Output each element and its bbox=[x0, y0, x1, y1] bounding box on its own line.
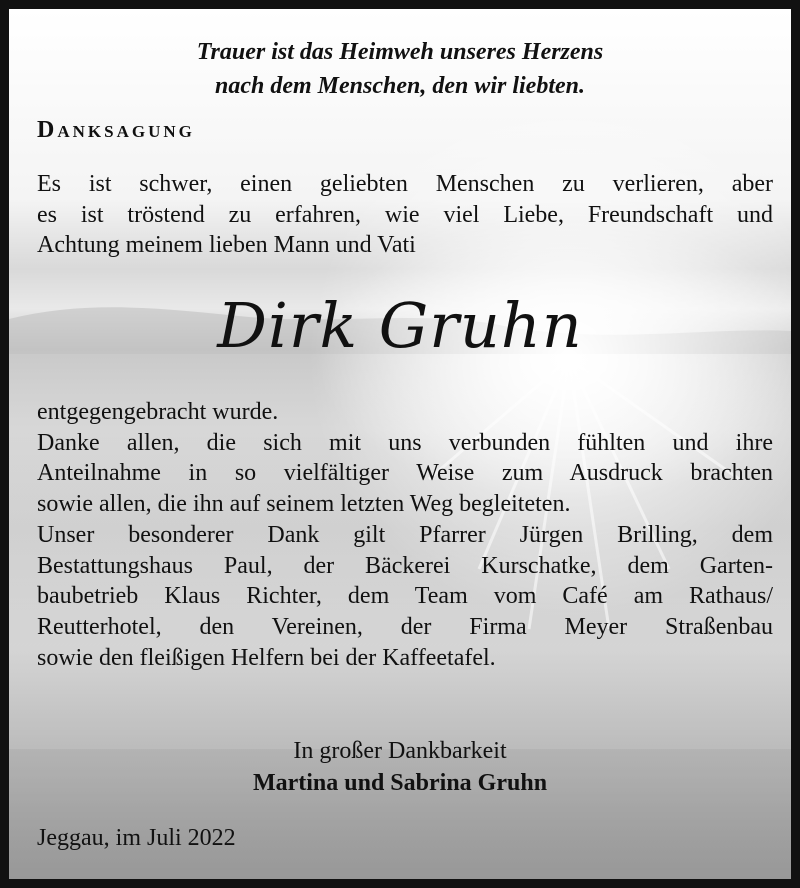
body-line: Reutterhotel, den Vereinen, der Firma Meyer Straßenbau bbox=[37, 613, 773, 640]
body-line: Danke allen, die sich mit uns verbunden fühlten und ihre bbox=[37, 429, 773, 456]
body-line: Bestattungshaus Paul, der Bäckerei Kurschatke, dem Garten- bbox=[37, 552, 773, 579]
heading: Danksagung bbox=[37, 117, 195, 143]
body-paragraph bbox=[37, 397, 773, 673]
intro-line: Es ist schwer, einen geliebten Menschen zu verlieren, aber bbox=[37, 171, 773, 197]
deceased-name: Dirk Gruhn bbox=[217, 289, 583, 362]
intro-line: es ist tröstend zu erfahren, wie viel Liebe, Freundschaft und bbox=[37, 201, 773, 228]
body-line: Anteilnahme in so vielfältiger Weise zum Ausdruck brachten bbox=[37, 460, 773, 487]
motto-line-1: Trauer ist das Heimweh unseres Herzens bbox=[196, 39, 604, 65]
body-line: sowie den fleißigen Helfern bei der Kaffeetafel. bbox=[37, 644, 496, 671]
motto bbox=[9, 35, 791, 103]
motto-line-2: nach dem Menschen, den wir liebten. bbox=[214, 73, 586, 99]
body-line: sowie allen, die ihn auf seinem letzten Weg begleiteten. bbox=[37, 491, 571, 518]
obituary-content bbox=[9, 9, 791, 879]
closing bbox=[9, 735, 791, 799]
intro-line: Achtung meinem lieben Mann und Vati bbox=[37, 232, 416, 259]
intro-paragraph bbox=[37, 169, 773, 261]
signatories: Martina und Sabrina Gruhn bbox=[252, 770, 548, 796]
body-line: entgegengebracht wurde. bbox=[37, 399, 279, 425]
body-line: baubetrieb Klaus Richter, dem Team vom Café am Rathaus/ bbox=[37, 583, 773, 610]
closing-phrase: In großer Dankbarkeit bbox=[293, 738, 507, 764]
body-line: Unser besonderer Dank gilt Pfarrer Jürgen Brilling, dem bbox=[37, 521, 773, 548]
place-date: Jeggau, im Juli 2022 bbox=[37, 825, 236, 851]
